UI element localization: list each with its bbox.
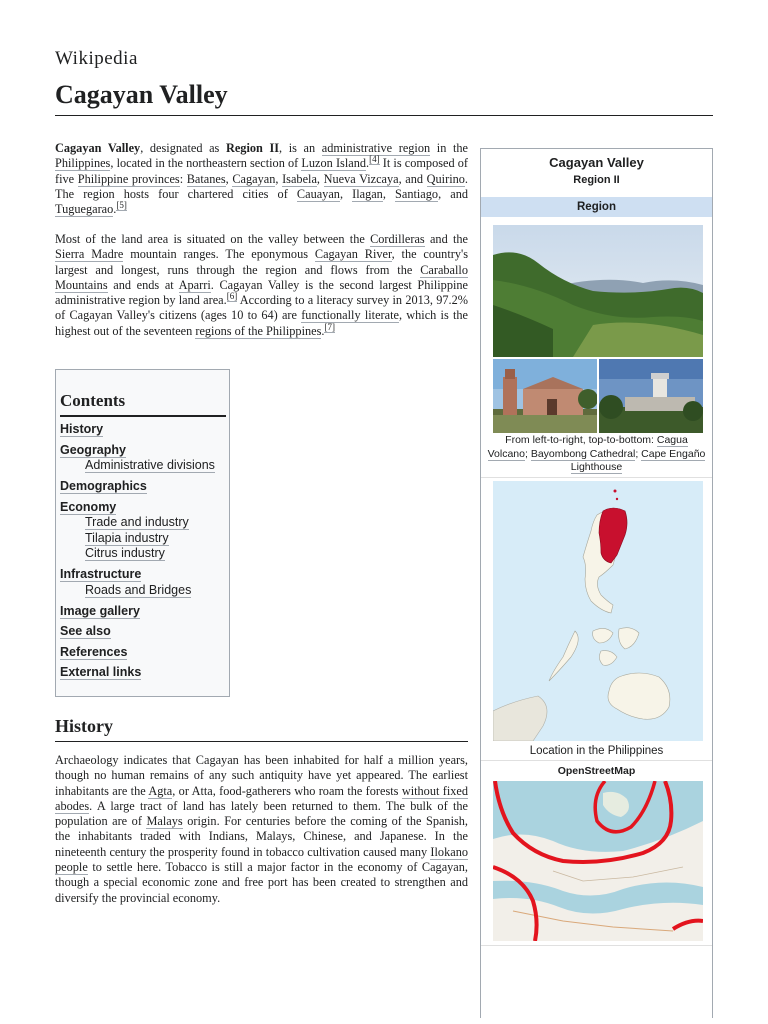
infobox xyxy=(480,148,713,1018)
bold-term: Cagayan Valley xyxy=(55,141,141,155)
toc-link[interactable]: References xyxy=(60,644,128,659)
text-run: mountain ranges. The eponymous xyxy=(123,247,315,262)
text-run: . Cagayan Valley is the second largest Philippine administrative region by land area. xyxy=(55,277,468,308)
article-link[interactable]: regions of the Philippines xyxy=(195,323,322,338)
toc-link[interactable]: See also xyxy=(60,624,111,638)
toc-item[interactable] xyxy=(85,583,191,598)
bold-term: Region II xyxy=(225,141,280,155)
locator-map-caption: Location in the Philippines xyxy=(529,745,664,757)
article-link[interactable]: Caraballo Mountains xyxy=(55,262,468,292)
text-run: . A large tract of land has lately been returned to them. The bulk of the population are of xyxy=(55,798,468,829)
cagua-volcano-photo[interactable] xyxy=(493,225,703,357)
text-run: , xyxy=(339,186,353,201)
article-link[interactable]: Philippines xyxy=(55,156,111,171)
toc-item[interactable] xyxy=(60,645,127,660)
osm-label: OpenStreetMap xyxy=(557,765,636,777)
text-run: . xyxy=(366,156,370,171)
toc-link[interactable]: Administrative divisions xyxy=(85,458,215,472)
infobox-separator-3 xyxy=(481,945,712,946)
toc-item[interactable] xyxy=(60,665,141,680)
article-link[interactable]: Santiago xyxy=(395,186,439,201)
text-run: , xyxy=(275,171,283,186)
citation-ref[interactable]: [6] xyxy=(226,291,238,302)
article-link[interactable]: Agta xyxy=(148,783,173,798)
table-of-contents xyxy=(55,369,230,697)
toc-link[interactable]: Geography xyxy=(60,442,126,457)
toc-title: Contents xyxy=(60,391,126,410)
article-link[interactable]: Sierra Madre xyxy=(55,247,124,262)
history-heading: History xyxy=(55,716,113,736)
text-run: , and xyxy=(398,171,427,186)
text-run: It is composed of five xyxy=(55,156,468,186)
toc-link[interactable]: External links xyxy=(60,665,142,679)
text-run: Most of the land area is situated on the valley between the xyxy=(55,232,371,246)
citation-ref[interactable]: [5] xyxy=(116,200,127,211)
openstreetmap-map[interactable] xyxy=(493,781,703,941)
text-run: , which is the highest out of the seventeen xyxy=(55,308,468,338)
infobox-subtitle: Region II xyxy=(573,174,620,186)
text-run: . xyxy=(321,323,325,338)
text-run: , xyxy=(225,171,233,186)
article-link[interactable]: Luzon Island xyxy=(301,156,367,171)
article-link[interactable]: Aparri xyxy=(178,277,211,292)
text-run: : xyxy=(179,171,187,186)
article-link[interactable]: Quirino xyxy=(426,171,465,186)
article-link[interactable]: Philippine provinces xyxy=(77,171,180,186)
toc-item[interactable] xyxy=(85,531,169,546)
article-link[interactable]: Cauayan xyxy=(296,186,340,201)
toc-item[interactable] xyxy=(60,624,111,639)
toc-link[interactable]: History xyxy=(60,422,104,436)
toc-item[interactable] xyxy=(85,546,165,561)
toc-item[interactable] xyxy=(60,479,147,494)
intro-paragraph-2 xyxy=(55,232,468,339)
article-link[interactable]: Cagua Volcano xyxy=(487,434,688,460)
toc-item[interactable] xyxy=(85,515,189,530)
text-run: According to a literacy survey in 2013, 97.2% of Cagayan Valley's citizens (ages 10 to 64) are xyxy=(55,293,468,323)
article-link[interactable]: Cagayan xyxy=(232,171,276,186)
article-link[interactable]: administrative region xyxy=(321,141,431,155)
toc-item[interactable] xyxy=(60,604,140,619)
toc-item[interactable] xyxy=(60,443,126,458)
article-link[interactable]: Ilokano people xyxy=(55,844,468,875)
text-run: , located in the northeastern section of xyxy=(110,156,302,171)
intro-paragraph-1 xyxy=(55,141,468,217)
article-link[interactable]: without fixed abodes xyxy=(55,783,468,813)
text-run: , and xyxy=(438,186,468,201)
history-divider xyxy=(55,741,468,742)
infobox-separator-2 xyxy=(481,760,712,761)
philippines-locator-map[interactable] xyxy=(493,481,703,741)
article-link[interactable]: Isabela xyxy=(282,171,317,186)
cape-engano-lighthouse-photo[interactable] xyxy=(599,359,703,433)
toc-link[interactable]: Tilapia industry xyxy=(85,530,169,545)
toc-divider xyxy=(60,415,226,417)
toc-link[interactable]: Trade and industry xyxy=(85,515,189,529)
wikipedia-wordmark[interactable]: Wikipedia xyxy=(55,48,138,69)
text-run: , is an xyxy=(279,141,322,155)
text-run: . The region hosts four chartered cities of xyxy=(55,171,468,201)
text-run: and the xyxy=(424,232,468,246)
bayombong-cathedral-photo[interactable] xyxy=(493,359,597,433)
toc-link[interactable]: Infrastructure xyxy=(60,567,142,581)
text-run: , designated as xyxy=(140,141,226,155)
text-run: Archaeology indicates that Cagayan has been inhabited for half a million years, though no human remains of any such antiquity have yet appeared. The earliest inhabitants are the xyxy=(55,753,468,798)
text-run: origin. For centuries before the coming of the Spanish, the inhabitants traded with Indians, Malays, Chinese, and Japanese. In the nineteenth century the prosperity found in tobacco cultivation caused many xyxy=(55,814,468,859)
text-run: to settle here. Tobacco is still a major factor in the economy of Cagayan, though a special economic zone and free port has been created to strengthen and diversify the provincial economy. xyxy=(55,860,468,905)
article-link[interactable]: Malays xyxy=(146,814,183,829)
title-divider xyxy=(55,115,713,116)
text-run: ; xyxy=(524,447,531,460)
text-run: , xyxy=(382,186,396,201)
article-link[interactable]: functionally literate xyxy=(301,308,399,323)
article-link[interactable]: Ilagan xyxy=(352,186,383,201)
citation-ref[interactable]: [4] xyxy=(369,154,380,165)
toc-link[interactable]: Roads and Bridges xyxy=(85,582,192,597)
infobox-separator xyxy=(481,477,712,478)
text-run: . xyxy=(113,202,117,217)
toc-link[interactable]: Demographics xyxy=(60,479,147,493)
article-link[interactable]: Cape Engaño Lighthouse xyxy=(570,447,706,473)
text-run: From left-to-right, top-to-bottom: xyxy=(505,434,657,446)
article-link[interactable]: Cagayan River xyxy=(314,247,392,262)
toc-item[interactable] xyxy=(85,458,215,473)
citation-ref[interactable]: [7] xyxy=(324,321,335,332)
text-run: in the xyxy=(430,141,468,155)
article-link[interactable]: Tuguegarao xyxy=(55,202,114,217)
text-run: , or Atta, food-gatherers who roam the forests xyxy=(172,783,402,798)
toc-item[interactable] xyxy=(60,422,103,437)
text-run: and ends at xyxy=(107,277,179,292)
text-run: , xyxy=(316,171,324,186)
article-link[interactable]: Nueva Vizcaya xyxy=(323,171,399,186)
collage-caption xyxy=(487,434,706,475)
infobox-region-band: Region xyxy=(481,197,712,217)
article-link[interactable]: Batanes xyxy=(186,171,226,186)
history-paragraph xyxy=(55,753,468,906)
page-title: Cagayan Valley xyxy=(55,80,228,109)
article-link[interactable]: Bayombong Cathedral xyxy=(530,447,636,460)
toc-link[interactable]: Citrus industry xyxy=(85,546,165,560)
toc-item[interactable] xyxy=(60,567,141,582)
toc-item[interactable] xyxy=(60,500,116,515)
article-link[interactable]: Cordilleras xyxy=(370,232,425,246)
text-run: ; xyxy=(635,447,642,460)
text-run: , the country's largest and longest, runs through the region and flows from the xyxy=(55,247,468,277)
toc-link[interactable]: Image gallery xyxy=(60,603,140,618)
infobox-name: Cagayan Valley xyxy=(549,155,644,170)
toc-link[interactable]: Economy xyxy=(60,499,117,514)
